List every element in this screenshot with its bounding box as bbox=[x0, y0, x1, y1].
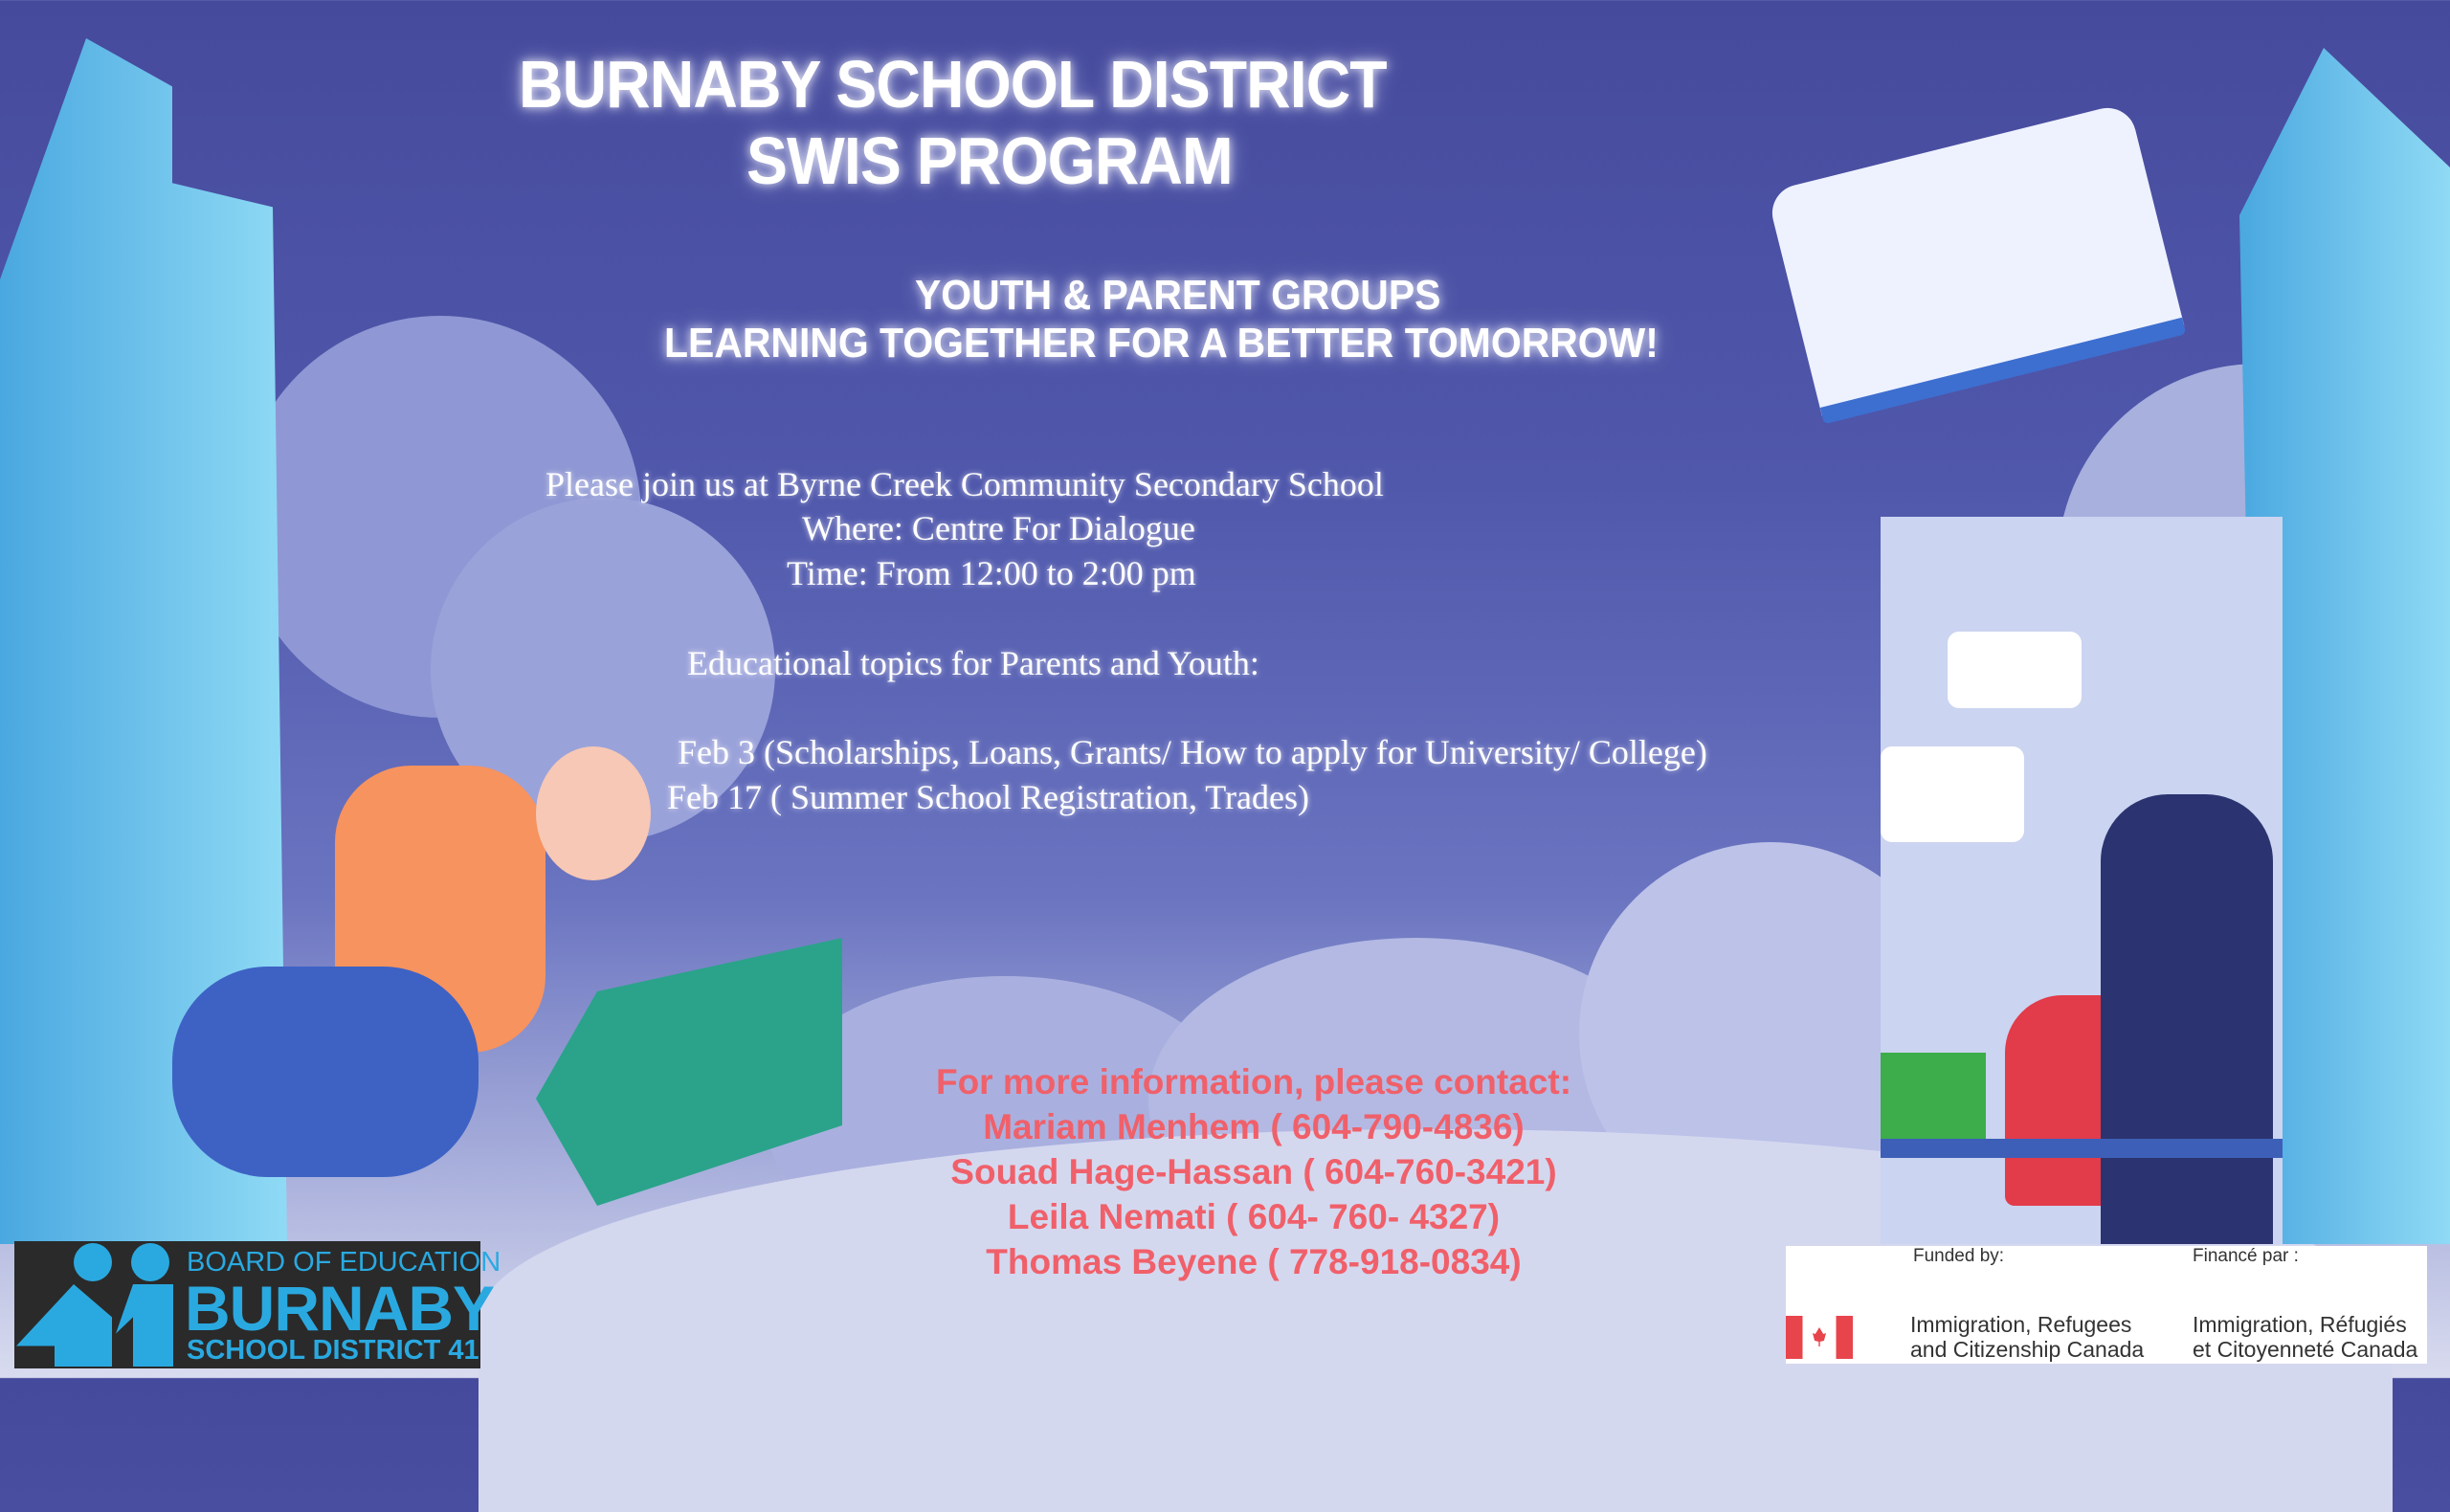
ircc-fr-line1: Immigration, Réfugiés bbox=[2193, 1312, 2407, 1337]
page-title-line1: BURNABY SCHOOL DISTRICT bbox=[519, 47, 1387, 122]
contact-person: Mariam Menhem ( 604-790-4836) bbox=[983, 1107, 1525, 1146]
logo-line1: BOARD OF EDUCATION bbox=[187, 1247, 501, 1278]
logo-line2: BURNABY bbox=[185, 1273, 494, 1344]
subtitle-line2: LEARNING TOGETHER FOR A BETTER TOMORROW! bbox=[664, 320, 1659, 367]
office-illustration bbox=[1881, 517, 2283, 1244]
contact-person: Leila Nemati ( 604- 760- 4327) bbox=[1007, 1197, 1501, 1236]
funded-by-label: Funded by: bbox=[1913, 1246, 2005, 1266]
topics-heading: Educational topics for Parents and Youth: bbox=[687, 644, 1259, 682]
event-location: Please join us at Byrne Creek Community Secondary School bbox=[546, 465, 1384, 503]
open-book-illustration bbox=[1767, 102, 2187, 425]
ircc-en-line1: Immigration, Refugees bbox=[1910, 1312, 2132, 1337]
logo-line3: SCHOOL DISTRICT 41 bbox=[187, 1335, 479, 1366]
event-where: Where: Centre For Dialogue bbox=[802, 509, 1195, 547]
ircc-fr-line2: et Citoyenneté Canada bbox=[2193, 1337, 2418, 1362]
contact-heading: For more information, please contact: bbox=[935, 1062, 1572, 1101]
event-time: Time: From 12:00 to 2:00 pm bbox=[787, 554, 1196, 592]
funding-banner bbox=[1786, 1246, 2427, 1364]
contact-person: Thomas Beyene ( 778-918-0834) bbox=[986, 1242, 1522, 1281]
contact-person: Souad Hage-Hassan ( 604-760-3421) bbox=[950, 1152, 1557, 1191]
ircc-en-line2: and Citizenship Canada bbox=[1910, 1337, 2145, 1362]
canada-flag-icon bbox=[1786, 1316, 1853, 1359]
page-title-line2: SWIS PROGRAM bbox=[746, 123, 1233, 198]
subtitle-line1: YOUTH & PARENT GROUPS bbox=[915, 272, 1441, 319]
topic-item: Feb 17 ( Summer School Registration, Trades) bbox=[667, 778, 1309, 816]
burnaby-school-district-logo bbox=[14, 1241, 501, 1368]
topic-item: Feb 3 (Scholarships, Loans, Grants/ How to apply for University/ College) bbox=[678, 733, 1707, 771]
logo-figures-icon bbox=[14, 1241, 177, 1368]
finance-par-label: Financé par : bbox=[2193, 1246, 2299, 1266]
